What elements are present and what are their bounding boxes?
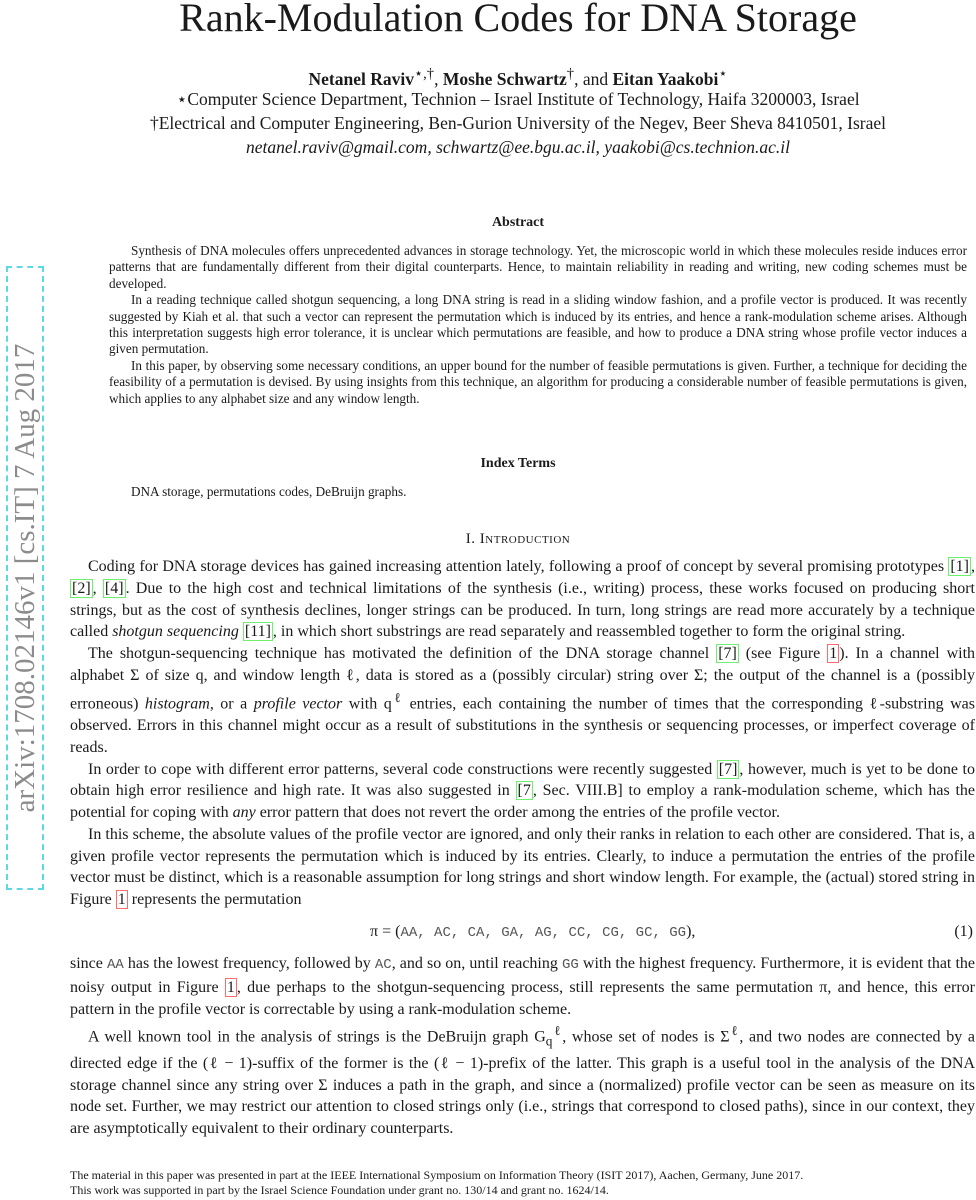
paragraph: Coding for DNA storage devices has gained increasing attention lately, following a proof of concept by several promising prototypes [1] , [2] , [4] . Due to the high cost and technical limitations of the synthesis (i.e., writing) process, these works focused on producing short strings, but as the cost of synthesis declines, longer strings can be produced. In turn, long strings are read more accurately by a technique called shotgun sequencing [11] , in which short substrings are read separately and reassembled together to form the original string. xyxy=(70,558,976,641)
footnote xyxy=(70,1168,975,1198)
author-yaakobi-mark: ⋆ xyxy=(718,66,728,82)
introduction-body xyxy=(70,556,975,1140)
index-terms-heading: Index Terms xyxy=(480,456,556,471)
author-yaakobi: Eitan Yaakobi xyxy=(612,68,719,89)
abstract-paragraph: Synthesis of DNA molecules offers unprecedented advances in storage technology. Yet, the microscopic world in which these molecules reside induces error patterns that are fundamentally different from their digital counterparts. Hence, to maintain reliability in reading and writing, new coding schemes must be developed. xyxy=(109,243,967,291)
figure-link[interactable]: 1 xyxy=(226,978,235,996)
author-schwartz-mark: † xyxy=(566,66,575,82)
equation-number: (1) xyxy=(954,923,973,941)
citation-link[interactable]: [1] xyxy=(950,558,969,575)
citation-link[interactable]: [7] xyxy=(718,645,737,663)
abstract-paragraph: In a reading technique called shotgun sequencing, a long DNA string is read in a sliding window fashion, and a profile vector is produced. It was recently suggested by Kiah et al. that such a vector can represent the permutation which is induced by its entries, and hence a rank-modulation scheme arises. Although this interpretation suggests high error tolerance, it is unclear which permutations are feasible, and how to produce a DNA string whose profile vector induces a given permutation. xyxy=(109,292,967,357)
citation-link[interactable]: [7] xyxy=(718,760,738,778)
paper-title: Rank-Modulation Codes for DNA Storage xyxy=(179,0,857,40)
section-heading-introduction xyxy=(60,531,976,548)
paragraph: since AA has the lowest frequency, followed by AC, and so on, until reaching GG with the highest frequency. Furthermore, it is evident that the noisy output in Figure 1 , due perhaps to the shotgun-sequencing process, still represents the same permutation π, and hence, this error pattern in the profile vector is correctable by using a rank-modulation scheme. xyxy=(70,955,976,1018)
equation-1 xyxy=(70,915,975,951)
abstract-paragraph: In this paper, by observing some necessary conditions, an upper bound for the number of feasible permutations is given. Further, a technique for deciding the feasibility of a permutation is devised. By using insights from this technique, an algorithm for producing a considerable number of feasible permutations is given, which applies to any alphabet size and any window length. xyxy=(109,357,967,406)
footnote-line: This work was supported in part by the Israel Science Foundation under grant no. 130/14 and grant no. 1624/14. xyxy=(70,1183,609,1197)
index-terms-text: DNA storage, permutations codes, DeBruijn graphs. xyxy=(131,484,407,499)
affiliation-bgu: †Electrical and Computer Engineering, Ben-Gurion University of the Negev, Beer Sheva 8410501, Israel xyxy=(149,113,887,133)
paragraph: In this scheme, the absolute values of the profile vector are ignored, and only their ranks in relation to each other are considered. That is, a given profile vector represents the permutation which is induced by its entries. Clearly, to induce a permutation the entries of the profile vector must be distinct, which is a reasonable assumption for long strings and short window length. For example, the (actual) stored string in Figure 1 represents the permutation xyxy=(70,825,975,909)
equation-body: π = (AA, AC, CA, GA, AG, CC, CG, GC, GG), xyxy=(370,923,696,942)
citation-link[interactable]: [7 xyxy=(517,782,531,800)
arxiv-identifier[interactable]: arXiv:1708.02146v1 [cs.IT] 7 Aug 2017 xyxy=(9,343,41,813)
figure-link[interactable]: 1 xyxy=(829,645,838,663)
footnote-line: The material in this paper was presented in part at the IEEE International Symposium on Information Theory (ISIT 2017), Aachen, Germany, June 2017. xyxy=(70,1168,804,1182)
author-raviv: Netanel Raviv xyxy=(308,68,415,89)
paragraph: In order to cope with different error patterns, several code constructions were recently suggested [7] , however, much is yet to be done to obtain high error resilience and high rate. It was also suggested in [7 , Sec. VIII.B] to employ a rank-modulation scheme, which has the potential for coping with any error pattern that does not revert the order among the entries of the profile vector. xyxy=(70,760,975,822)
abstract-heading: Abstract xyxy=(491,215,545,230)
figure-link[interactable]: 1 xyxy=(117,891,126,909)
section-number: I. xyxy=(465,531,480,547)
section-title: Introduction xyxy=(479,531,571,547)
citation-link[interactable]: [4] xyxy=(104,579,124,597)
author-schwartz: Moshe Schwartz xyxy=(442,68,567,89)
affiliation-technion: ⋆Computer Science Department, Technion – Israel Institute of Technology, Haifa 3200003, Israel xyxy=(176,89,860,109)
citation-link[interactable]: [11] xyxy=(244,623,271,641)
author-emails[interactable]: netanel.raviv@gmail.com, schwartz@ee.bgu.ac.il, yaakobi@cs.technion.ac.il xyxy=(245,137,790,157)
citation-link[interactable]: [2] xyxy=(72,579,91,597)
abstract-body xyxy=(109,243,967,407)
author-list: Netanel Raviv⋆,†, Moshe Schwartz†, and Eitan Yaakobi⋆ xyxy=(308,66,728,89)
paragraph: The shotgun-sequencing technique has motivated the definition of the DNA storage channel [7] (see Figure 1 ). In a channel with alphabet Σ of size q, and window length ℓ, data is stored as a (possibly circular) string over Σ; the output of the channel is a (possibly erroneous) histogram, or a profile vector with $q^\ell$ entries, each containing the number of times that the corresponding ℓ-substring was observed. Errors in this channel might occur as a result of substitutions in the synthesis or sequencing processes, or imperfect coverage of reads. xyxy=(70,645,976,756)
author-raviv-mark: ⋆,† xyxy=(414,66,435,82)
paragraph: A well known tool in the analysis of strings is the DeBruijn graph $G_q^\ell$, whose set of nodes is $\Sigma^\ell$, and two nodes are connected by a directed edge if the (ℓ − 1)-suffix of the former is the (ℓ − 1)-prefix of the latter. This graph is a useful tool in the analysis of the DNA storage channel since any string over Σ induces a path in the graph, and since a (normalized) profile vector can be seen as measure on its node set. Further, we may restrict our attention to closed strings only (i.e., strings that correspond to closed paths), since in our context, they are asymptotically equivalent to their ordinary counterparts. xyxy=(70,1023,976,1138)
